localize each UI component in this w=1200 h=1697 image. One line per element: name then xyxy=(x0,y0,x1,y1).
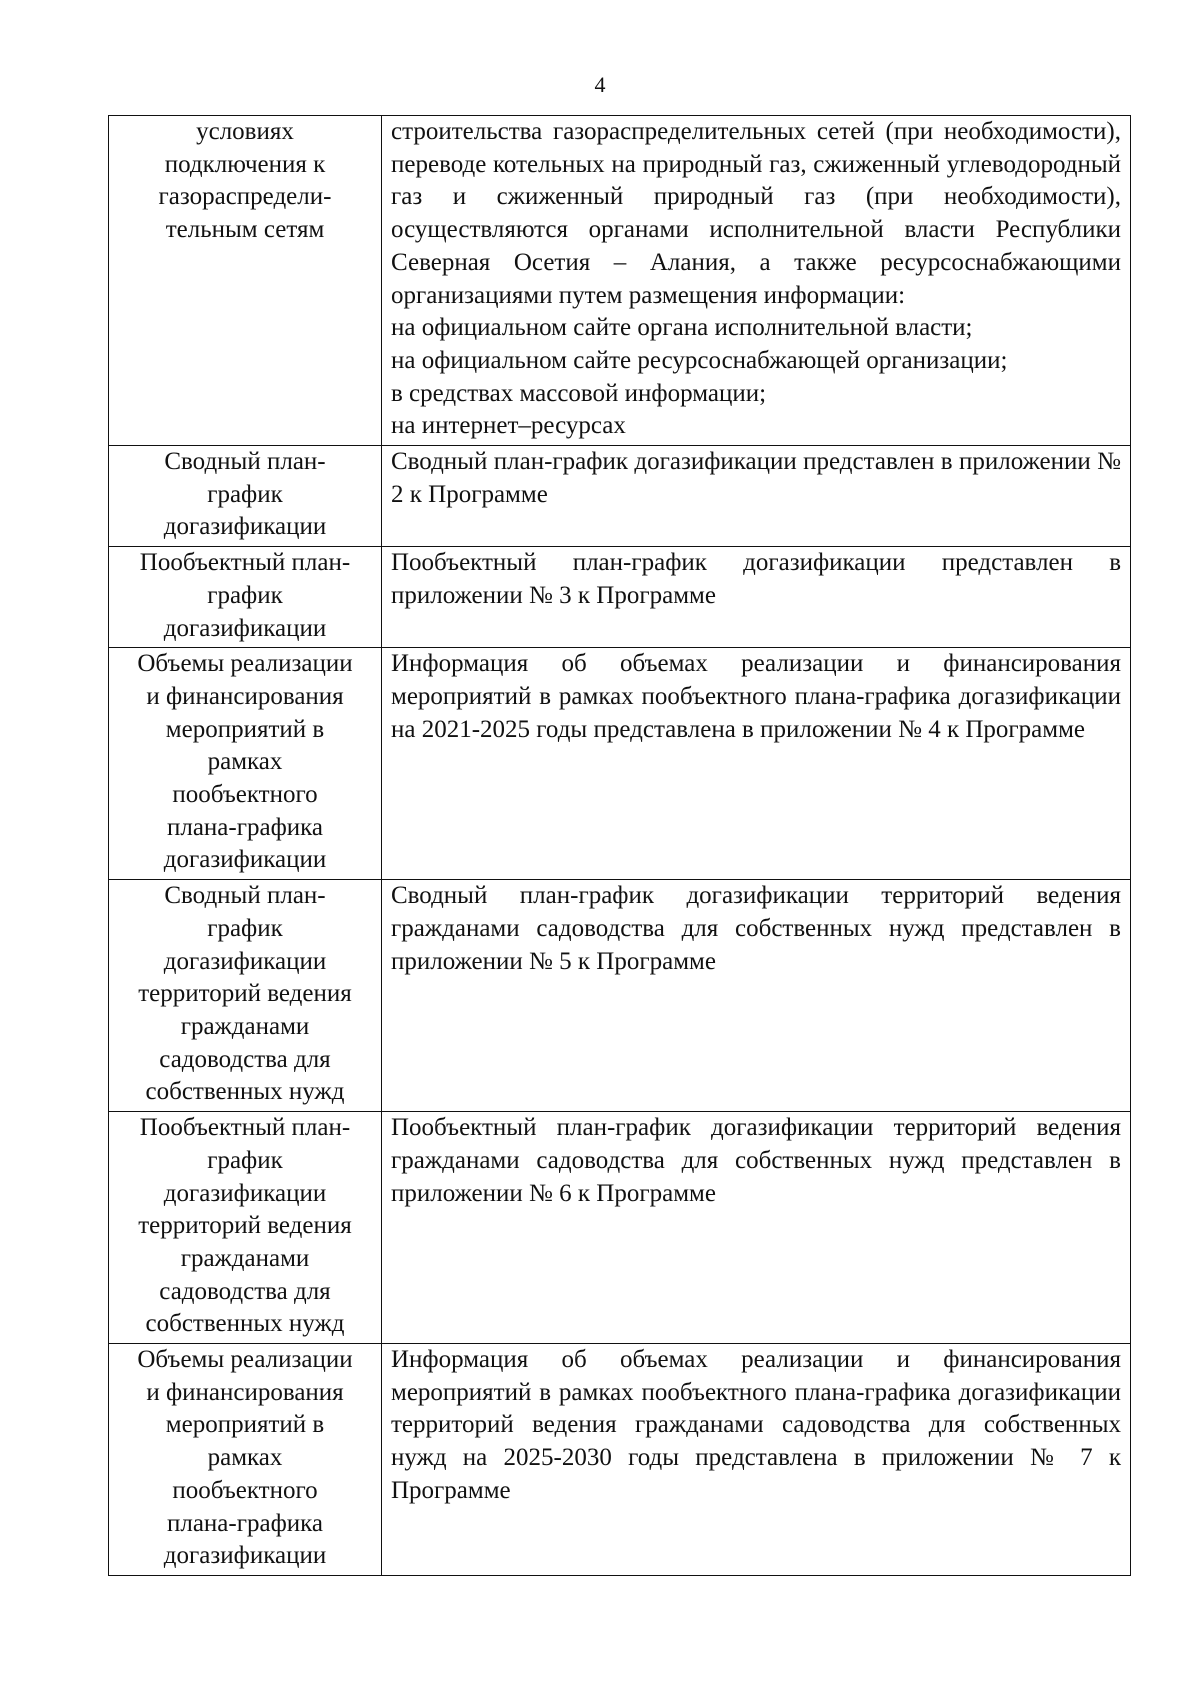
table-row xyxy=(109,1344,1131,1576)
table-row xyxy=(109,648,1131,880)
row-label-line: тельным сетям xyxy=(165,216,325,244)
row-label-line: плана-графика xyxy=(166,1509,324,1537)
row-label-line: график xyxy=(207,914,283,942)
row-label-line: территорий ведения xyxy=(138,1212,352,1240)
row-content-cell xyxy=(382,880,1131,1112)
table-row xyxy=(109,880,1131,1112)
row-content-line: на официальном сайте ресурсоснабжающей организации; xyxy=(391,346,1008,374)
row-label-line: садоводства для xyxy=(159,1045,331,1073)
row-label-line: пообъектного xyxy=(172,1476,318,1504)
page-number: 4 xyxy=(594,72,606,97)
table-row xyxy=(109,116,1131,446)
row-content-line: на официальном сайте органа исполнительной власти; xyxy=(391,314,973,342)
table-row xyxy=(109,1112,1131,1344)
row-label-line: Объемы реализации xyxy=(137,1346,353,1374)
row-label-line: собственных нужд xyxy=(145,1310,345,1338)
row-label-line: условиях xyxy=(196,118,294,145)
row-label-line: Сводный план- xyxy=(164,882,326,910)
row-label-line: рамках xyxy=(207,748,283,776)
row-content-paragraph: Информация об объемах реализации и финансирования мероприятий в рамках пообъектного плана-графика догазификации территорий ведения гражданами садоводства для собственных нужд на 2025-2030 годы представлена в приложении № 7 к Программе xyxy=(391,1346,1121,1504)
row-label-line: догазификации xyxy=(163,513,327,541)
row-label-cell xyxy=(109,116,382,446)
row-label-cell xyxy=(109,1344,382,1576)
row-label-line: Сводный план- xyxy=(164,448,326,476)
row-label-line: догазификации xyxy=(163,1542,327,1570)
row-label-line: плана-графика xyxy=(166,813,324,841)
row-content-cell xyxy=(382,1112,1131,1344)
row-label-line: мероприятий в xyxy=(165,715,325,743)
row-label-line: график xyxy=(207,581,283,609)
row-label-cell xyxy=(109,648,382,880)
row-content-cell xyxy=(382,116,1131,446)
row-label-line: территорий ведения xyxy=(138,980,352,1008)
row-label-line: пообъектного xyxy=(172,781,318,809)
row-content-paragraph: Информация об объемах реализации и финансирования мероприятий в рамках пообъектного плана-графика догазификации на 2021-2025 годы представлена в приложении № 4 к Программе xyxy=(391,650,1121,743)
row-label-line: Пообъектный план- xyxy=(139,549,351,577)
row-label-line: график xyxy=(207,1146,283,1174)
row-content-line: в средствах массовой информации; xyxy=(391,379,767,407)
row-label-cell xyxy=(109,1112,382,1344)
row-label-line: график xyxy=(207,480,283,508)
row-label-line: садоводства для xyxy=(159,1277,331,1305)
row-label-line: мероприятий в xyxy=(165,1411,325,1439)
row-label-line: догазификации xyxy=(163,947,327,975)
row-label-line: собственных нужд xyxy=(145,1078,345,1106)
row-label-line: догазификации xyxy=(163,1179,327,1207)
row-label-line: рамках xyxy=(207,1444,283,1472)
row-content-paragraph: строительства газораспределительных сетей (при необходимости), переводе котельных на природный газ, сжиженный углеводородный газ и сжиженный природный газ (при необходимости), осуществляются органами исполнительной власти Республики Северная Осетия – Алания, а также ресурсоснабжающими организациями путем размещения информации: xyxy=(391,118,1121,309)
row-content-line: на интернет–ресурсах xyxy=(391,412,626,440)
table-row xyxy=(109,446,1131,547)
row-label-line: гражданами xyxy=(180,1012,310,1040)
program-passport-table xyxy=(108,115,1131,1576)
row-label-line: догазификации xyxy=(163,846,327,874)
row-label-line: и финансирования xyxy=(146,1378,344,1406)
row-label-cell xyxy=(109,446,382,547)
row-label-line: подключения к xyxy=(164,150,326,178)
row-content-paragraph: Пообъектный план-график догазификации территорий ведения гражданами садоводства для собственных нужд представлен в приложении № 6 к Программе xyxy=(391,1114,1121,1207)
row-label-line: газораспредели- xyxy=(158,183,332,211)
row-label-line: догазификации xyxy=(163,614,327,642)
row-content-cell xyxy=(382,446,1131,547)
row-content-cell xyxy=(382,547,1131,648)
row-label-line: Пообъектный план- xyxy=(139,1114,351,1142)
row-content-cell xyxy=(382,648,1131,880)
row-content-paragraph: Сводный план-график догазификации представлен в приложении № 2 к Программе xyxy=(391,448,1121,508)
row-label-cell xyxy=(109,547,382,648)
table-row xyxy=(109,547,1131,648)
row-label-line: и финансирования xyxy=(146,682,344,710)
row-label-cell xyxy=(109,880,382,1112)
row-content-paragraph: Пообъектный план-график догазификации представлен в приложении № 3 к Программе xyxy=(391,549,1121,609)
row-label-line: гражданами xyxy=(180,1244,310,1272)
row-content-paragraph: Сводный план-график догазификации территорий ведения гражданами садоводства для собственных нужд представлен в приложении № 5 к Программе xyxy=(391,882,1121,975)
row-label-line: Объемы реализации xyxy=(137,650,353,678)
row-content-cell xyxy=(382,1344,1131,1576)
